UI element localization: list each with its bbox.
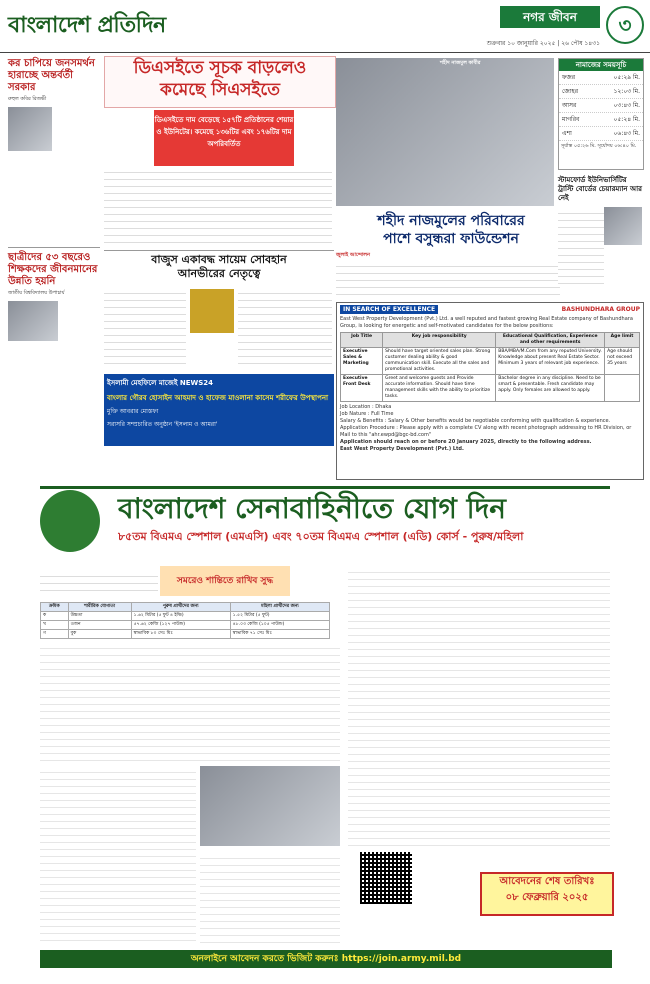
- army-emblem: [40, 490, 100, 552]
- stamford-photo: [604, 207, 642, 245]
- job-table-header: Key job responsibility: [383, 333, 496, 348]
- prayer-name: জোহর: [562, 88, 578, 95]
- army-table-cell: ওজন: [68, 621, 131, 630]
- shahid-body: [336, 260, 560, 298]
- bajus-story: [104, 250, 334, 371]
- prayer-time: ০৫:২৪ মি.: [613, 116, 640, 123]
- army-table-cell: ১.৫২ মিটার (৫ ফুট): [230, 612, 329, 621]
- news24-line1: ইসলামী মেহফিলে মাজেই NEWS24: [107, 379, 214, 387]
- story2-byline: জাতীয় বিশ্ববিদ্যালয় উপাচার্য: [8, 290, 65, 296]
- job-ad: [336, 302, 644, 480]
- job-table-header: Job Title: [341, 333, 383, 348]
- deadline-label: আবেদনের শেষ তারিখঃ: [499, 876, 595, 887]
- lead-highlight: ডিএসইতে দাম বেড়েছে ১৫৭টি প্রতিষ্ঠানের শেয়ার ও ইউনিটের। কমেছে ১৩৬টির এবং ১৭৬টির দাম অপরিবর্তিত: [154, 110, 294, 166]
- job-ad-company: BASHUNDHARA GROUP: [561, 306, 640, 313]
- army-table-cell: গ: [41, 630, 69, 639]
- table-row: [41, 621, 330, 630]
- bajus-title-line2: আনভীরের নেতৃত্বে: [177, 267, 261, 280]
- army-left-body: [40, 642, 340, 762]
- stamford-story: [558, 176, 642, 296]
- page-number: ৩: [606, 6, 644, 44]
- divider: [8, 247, 100, 248]
- army-table-cell: স্বাভাবিক ৭১ সেঃ মিঃ: [230, 630, 329, 639]
- job-table-cell: Executive Front Desk: [341, 375, 383, 402]
- army-intro-text: [40, 570, 158, 596]
- prayer-time: ০৩:৪৩ মি.: [613, 102, 640, 109]
- army-table-cell: স্বাভাবিক ৮০ সেঃ মিঃ: [131, 630, 230, 639]
- army-slogan: সমরেও শান্তিতে রাখিব সুদ্ধ: [160, 566, 290, 596]
- job-table: [340, 332, 640, 402]
- story2-photo: [8, 301, 58, 341]
- job-table-cell: BBA/MBA/M.Com from any reputed University. Knowledge about present Real Estate Sector. Minimum 3 years of relevant job experience.: [496, 348, 605, 375]
- job-table-cell: Should have target oriented sales plan. Strong customer dealing ability & good communication skill. Execute all the sales and promotional activities.: [383, 348, 496, 375]
- story2-title: ছাত্রীদের ৫৩ বছরেও শিক্ষকদের জীবনমানের উন্নতি হয়নি: [8, 252, 98, 287]
- army-subtitle: ৮৫তম বিএমএ স্পেশাল (এমএসি) এবং ৭০তম বিএমএ স্পেশাল (এডি) কোর্স - পুরুষ/মহিলা: [118, 530, 524, 543]
- prayer-rows: [559, 71, 643, 141]
- job-location: Job Location : Dhaka: [340, 404, 392, 410]
- story1-photo: [8, 107, 52, 151]
- shahid-photo: [336, 58, 554, 206]
- army-photo: [200, 766, 340, 846]
- prayer-time: ১২:০৩ মি.: [613, 88, 640, 95]
- job-nature: Job Nature : Full Time: [340, 411, 394, 417]
- job-table-cell: Executive Sales & Marketing: [341, 348, 383, 375]
- army-right-body: [348, 566, 610, 850]
- bajus-title-line1: বাজুস একাবদ্ধ সায়েম সোবহান: [151, 253, 287, 266]
- bajus-logo: [190, 289, 234, 333]
- lead-headline-line2: কমেছে সিএসইতে: [160, 80, 280, 100]
- application-deadline: [480, 872, 614, 916]
- prayer-name: এশা: [562, 130, 572, 137]
- news24-line2: বাংলার গৌরব হোসাইন আহমাদ ও হাফেজ মাওলানা কাসেম শরীফের উপস্থাপনা: [107, 394, 329, 402]
- table-row: [41, 612, 330, 621]
- prayer-name: ফজর: [562, 74, 576, 81]
- army-apply-link[interactable]: অনলাইনে আবেদন করতে ভিজিট করুনঃ https://join.army.mil.bd: [40, 950, 612, 968]
- lead-headline-line1: ডিএসইতে সূচক বাড়লেও: [133, 58, 307, 78]
- army-left-body-2: [40, 766, 196, 946]
- lead-body: [104, 166, 332, 246]
- prayer-row: [559, 113, 643, 127]
- army-table-header: ক্রমিক: [41, 603, 69, 612]
- prayer-row: [559, 99, 643, 113]
- story1-title: কর চাপিয়ে জনসমর্থন হারাচ্ছে অন্তর্বর্তী সরকার: [8, 58, 95, 93]
- table-row: [341, 375, 640, 402]
- shahid-title: [336, 212, 566, 248]
- job-ad-heading: IN SEARCH OF EXCELLENCE: [340, 305, 438, 314]
- left-column: [8, 58, 100, 478]
- job-salary: Salary & Benefits : Salary & Other benefits would be negotiable conforming with qualification & experience.: [340, 418, 611, 424]
- news24-ad: [104, 374, 334, 446]
- army-left-column: [40, 566, 342, 952]
- story2-body: [8, 341, 100, 451]
- job-procedure: Application Procedure : Please apply with a complete CV along with recent photograph addressing to HR Division, or Mail to this "ahr.ewpd@bgc-bd.com": [340, 425, 632, 438]
- prayer-title: নামাজের সময়সূচি: [559, 59, 643, 71]
- shahid-byline: জুলাই আন্দোলন: [336, 252, 371, 258]
- army-table-cell: ১.৬২ মিটার (৫ ফুট ৪ ইঞ্চি): [131, 612, 230, 621]
- bajus-body-right: [238, 287, 332, 367]
- army-table-cell: বুক: [68, 630, 131, 639]
- prayer-name: আসর: [562, 102, 577, 109]
- army-table-cell: উচ্চতা: [68, 612, 131, 621]
- job-table-header: Age limit: [605, 333, 640, 348]
- dateline: শুক্রবার ১০ জানুয়ারি ২০২৫ | ২৬ পৌষ ১৪৩১: [486, 40, 600, 47]
- shahid-title-line1: শহীদ নাজমুলের পরিবারের: [377, 213, 525, 229]
- army-left-body-3: [200, 852, 340, 948]
- army-table-cell: ৫৭.৬২ কেজি (১২৭ পাউন্ড): [131, 621, 230, 630]
- job-footer: East West Property Development (Pvt.) Ltd.: [340, 446, 464, 452]
- qr-code[interactable]: [360, 852, 412, 904]
- army-table-header: মহিলা প্রার্থীদের জন্য: [230, 603, 329, 612]
- prayer-row: [559, 71, 643, 85]
- prayer-sun: সূর্যাস্ত ০৫:২৬ মি. সূর্যোদয় ০৬:৪০ মি.: [561, 143, 637, 149]
- army-physical-table: [40, 602, 330, 639]
- shahid-kicker: শহীদ নাজমুল কাবীর: [440, 60, 481, 66]
- news24-line3: মুক্তি আবরার মোস্তফা: [107, 408, 159, 415]
- army-table-cell: ৪৮.০৩ কেজি (১০৫ পাউন্ড): [230, 621, 329, 630]
- job-ad-intro: East West Property Development (Pvt.) Ltd. a well reputed and fastest growing Real Estate company of Bashundhara Group, is looking for energetic and self-motivated candidates for the below positions:: [340, 316, 633, 329]
- stamford-body: [558, 207, 604, 287]
- story1-body: [55, 103, 100, 243]
- newspaper-logo: বাংলাদেশ প্রতিদিন: [8, 13, 166, 38]
- deadline-date: ০৮ ফেব্রুয়ারি ২০২৫: [505, 892, 589, 903]
- masthead: [0, 0, 650, 53]
- table-row: [41, 630, 330, 639]
- prayer-row: [559, 127, 643, 141]
- job-deadline: Application should reach on or before 20 January 2025, directly to the following address.: [340, 439, 592, 445]
- section-label: নগর জীবন: [500, 6, 600, 28]
- prayer-name: মাগরিব: [562, 116, 580, 123]
- lead-headline: [104, 56, 336, 108]
- prayer-time: ০৫:২৯ মি.: [613, 74, 640, 81]
- job-table-cell: Age should not exceed 35 years: [605, 348, 640, 375]
- prayer-time: ০৬:৪৩ মি.: [613, 130, 640, 137]
- bajus-body-left: [104, 287, 186, 367]
- job-table-cell: [605, 375, 640, 402]
- job-table-cell: Greet and welcome guests and Provide accurate information. Should have time management skills with the ability to prioritize tasks.: [383, 375, 496, 402]
- army-title: বাংলাদেশ সেনাবাহিনীতে যোগ দিন: [118, 492, 506, 525]
- prayer-row: [559, 85, 643, 99]
- story1-byline: রুহুল কবির রিজভী: [8, 96, 47, 102]
- job-table-header: Educational Qualification, Experience and other requirements: [496, 333, 605, 348]
- army-table-header: শারীরিক যোগ্যতা: [68, 603, 131, 612]
- job-table-cell: Bachelor degree in any discipline. Need to be smart & presentable. Fresh candidate may apply. Only females are allowed to apply.: [496, 375, 605, 402]
- prayer-times: [558, 58, 644, 170]
- army-table-header: পুরুষ প্রার্থীদের জন্য: [131, 603, 230, 612]
- news24-line4: সরাসরি সম্প্রচারিত অনুষ্ঠান 'ইসলাম ও আমরা': [107, 421, 218, 428]
- table-row: [341, 348, 640, 375]
- stamford-title: স্টামফোর্ড ইউনিভার্সিটির ট্রাস্টি বোর্ডের চেয়ারম্যান আর নেই: [558, 176, 643, 202]
- shahid-title-line2: পাশে বসুন্ধরা ফাউন্ডেশন: [383, 231, 519, 247]
- army-table-cell: ক: [41, 612, 69, 621]
- army-table-cell: খ: [41, 621, 69, 630]
